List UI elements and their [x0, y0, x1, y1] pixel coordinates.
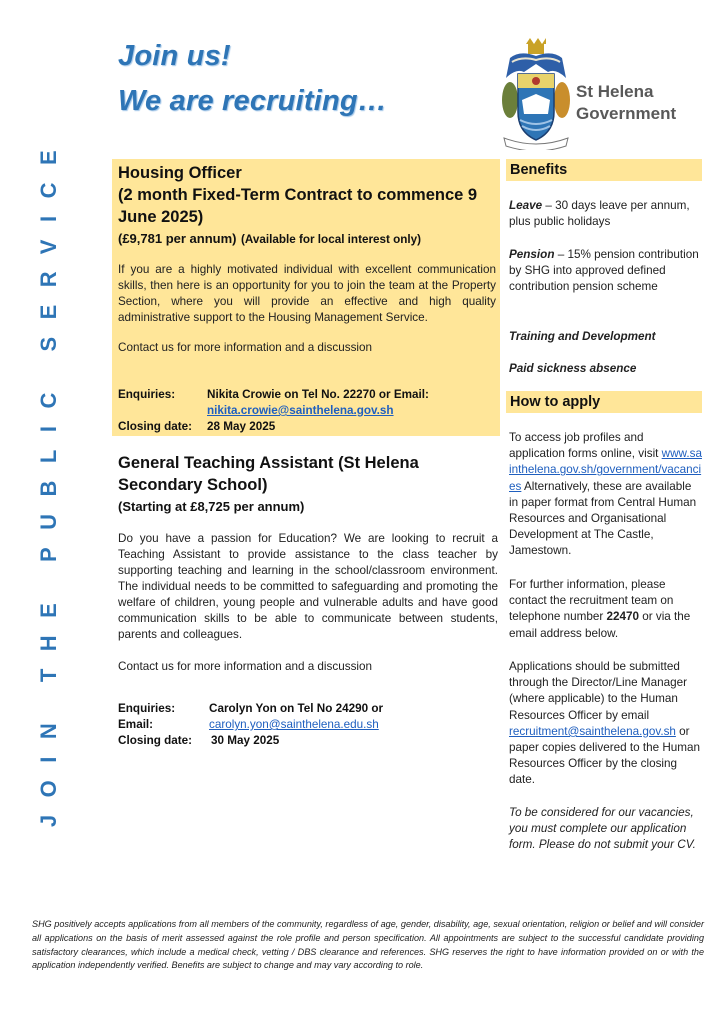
housing-title-2: (2 month Fixed-Term Contract to commence 9	[118, 186, 478, 204]
benefits-heading: Benefits	[506, 159, 702, 181]
vacancies-link[interactable]: www.sainthelena.gov.sh/government/vacancies	[509, 447, 702, 493]
how-to-apply-heading: How to apply	[506, 391, 702, 413]
teaching-enquiries-label: Enquiries:	[118, 702, 176, 715]
housing-description: If you are a highly motivated individual with excellent communication skills, then here is an opportunity for you to join the team at the Property Section, where you will provide an effective and high quality administrative support to the Housing Management Service.	[118, 263, 496, 324]
leave-label: Leave	[509, 199, 543, 212]
housing-closing-label: Closing date:	[118, 420, 193, 433]
housing-closing-value: 28 May 2025	[207, 420, 276, 433]
teaching-contact-line: Contact us for more information and a discussion	[118, 660, 373, 673]
teaching-title-1: General Teaching Assistant (St Helena	[118, 454, 419, 472]
housing-enquiries-label: Enquiries:	[118, 388, 176, 401]
apply-paragraph-2	[509, 577, 702, 642]
housing-salary: (£9,781 per annum)	[118, 231, 237, 246]
housing-title-1: Housing Officer	[118, 164, 242, 182]
teaching-closing-value: 30 May 2025	[211, 734, 280, 747]
teaching-title-2: Secondary School)	[118, 476, 268, 494]
apply-p1-after: Alternatively, these are available in paper format from Central Human Resources and Organisational Development at The Castle, Jamestown.	[509, 479, 697, 558]
recruitment-email-link[interactable]: recruitment@sainthelena.gov.sh	[509, 724, 676, 738]
apply-paragraph-3	[509, 659, 702, 789]
housing-title-3: June 2025)	[118, 208, 204, 226]
teaching-closing-label: Closing date:	[118, 734, 193, 747]
org-name-line1: St Helena	[576, 82, 654, 101]
housing-contact-line: Contact us for more information and a discussion	[118, 341, 373, 354]
vertical-banner-text: JOIN THE PUBLIC SERVICE	[36, 132, 61, 828]
st-helena-crest-logo	[500, 38, 572, 150]
housing-officer-content	[118, 162, 496, 356]
apply-p1-before: To access job profiles and application forms online, visit	[509, 431, 659, 461]
housing-salary-note: (Available for local interest only)	[240, 233, 422, 246]
teaching-assistant-section	[118, 452, 498, 675]
pension-label: Pension	[509, 248, 555, 261]
benefit-leave	[509, 198, 702, 230]
teaching-salary: (Starting at £8,725 per annum)	[118, 499, 305, 514]
headline-recruiting: We are recruiting…	[118, 85, 387, 117]
pension-text: – 15% pension contribution by SHG into approved defined contribution pension scheme	[509, 248, 699, 294]
org-name-line2: Government	[576, 104, 677, 123]
headline-join-us: Join us!	[118, 40, 231, 72]
recruitment-phone: 22470	[606, 610, 639, 624]
teaching-description: Do you have a passion for Education? We are looking to recruit a Teaching Assistant to provide assistance to the class teacher by supporting teaching and learning in the school/classroom environment. The individual needs to be committed to safeguarding and promoting the welfare of children, young people and vulnerable adults and have good communication skills to be able to communicate between students, parents and colleagues.	[118, 532, 498, 641]
benefit-pension	[509, 247, 702, 296]
apply-paragraph-1	[509, 430, 702, 560]
apply-p2-before: For further information, please contact the recruitment team on telephone number	[509, 578, 674, 624]
teaching-enquiries-value: Carolyn Yon on Tel No 24290 or	[209, 702, 384, 715]
apply-p3-after: or paper copies delivered to the Human Resources Officer by the closing date.	[509, 724, 701, 787]
apply-p2-after: or via the email address below.	[509, 610, 691, 640]
housing-enquiries-value: Nikita Crowie on Tel No. 22270 or Email:	[207, 388, 429, 401]
apply-paragraph-4: To be considered for our vacancies, you must complete our application form. Please do not submit your CV.	[509, 806, 696, 852]
apply-p3-before: Applications should be submitted through the Director/Line Manager (where applicable) to the Human Resources Officer by email	[509, 660, 688, 722]
teaching-email-label: Email:	[118, 718, 154, 731]
benefit-sickness: Paid sickness absence	[509, 362, 637, 375]
benefit-training: Training and Development	[509, 330, 656, 343]
leave-text: – 30 days leave per annum, plus public holidays	[509, 199, 690, 229]
teaching-email-link[interactable]: carolyn.yon@sainthelena.edu.sh	[209, 718, 379, 731]
footer-disclaimer: SHG positively accepts applications from all members of the community, regardless of age, gender, disability, age, sexual orientation, religion or belief and will consider all applications on the basis of merit assessed against the role profile and person specification. All appointments are subject to the successful candidate providing satisfactory clearances, which include a medical check, vetting / DBS clearance and references. SHG reserves the right to have information provided on or with the application independently verified. Benefits are subject to change and may vary according to role.	[32, 919, 704, 971]
vertical-banner	[34, 132, 64, 828]
housing-email-link[interactable]: nikita.crowie@sainthelena.gov.sh	[207, 404, 394, 417]
